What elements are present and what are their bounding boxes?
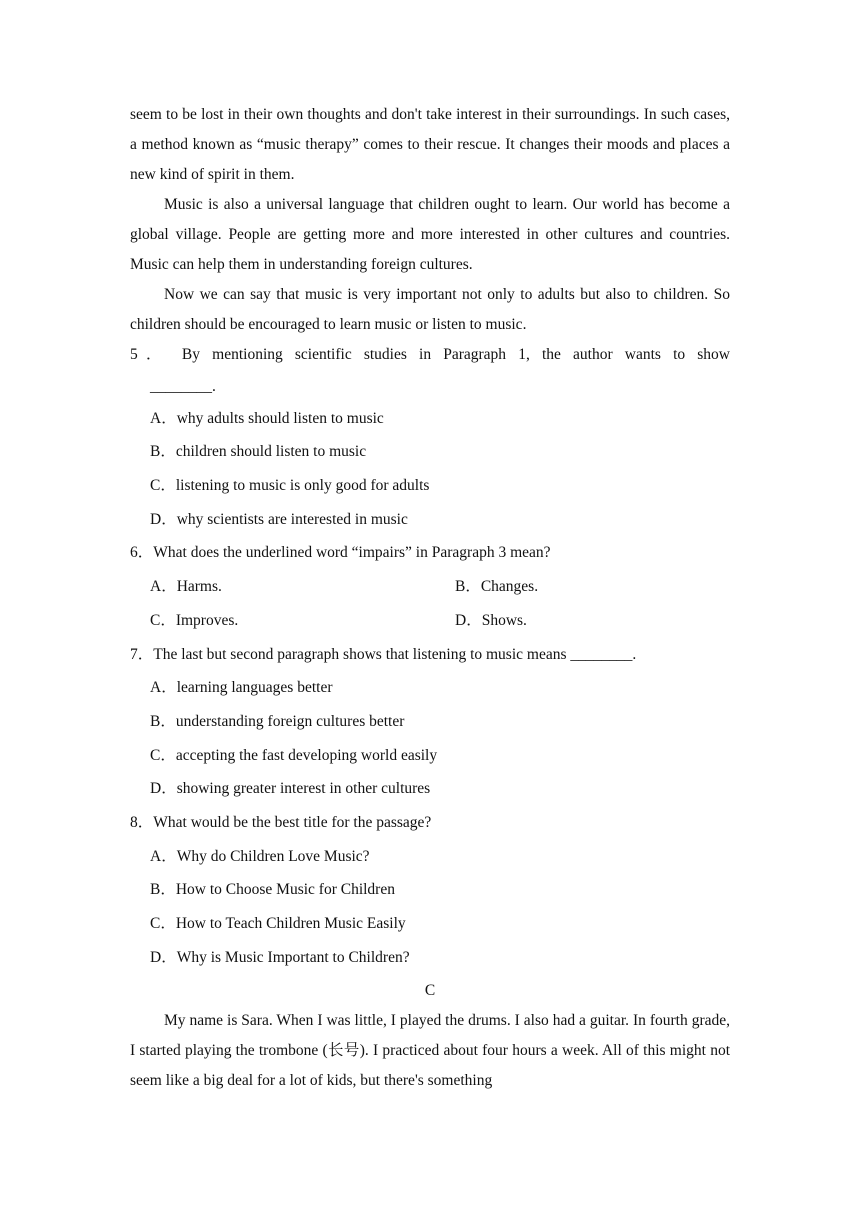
question-8-stem: 8．What would be the best title for the passage? xyxy=(130,814,432,831)
question-8-option-b: B．How to Choose Music for Children xyxy=(150,881,395,898)
passage-b-paragraph-universal-language: Music is also a universal language that children ought to learn. Our world has become a global village. People are getting more and more interested in other cultures and countries. Music can help them in understanding foreign cultures. xyxy=(130,196,730,273)
question-7-stem: 7．The last but second paragraph shows that listening to music means ________. xyxy=(130,646,637,663)
question-5-blank: ________. xyxy=(150,378,216,395)
question-6-option-c: C．Improves. xyxy=(150,612,239,629)
question-8-option-a: A．Why do Children Love Music? xyxy=(150,848,370,865)
question-5-stem: 5． By mentioning scientific studies in Paragraph 1, the author wants to show xyxy=(130,346,730,363)
question-6-option-d: D．Shows. xyxy=(455,612,527,629)
question-5-option-a: A．why adults should listen to music xyxy=(150,410,384,427)
question-7-option-d: D．showing greater interest in other cultures xyxy=(150,780,431,797)
question-8-option-d: D．Why is Music Important to Children? xyxy=(150,949,410,966)
question-6-stem: 6．What does the underlined word “impairs” in Paragraph 3 mean? xyxy=(130,544,551,561)
question-7-option-b: B．understanding foreign cultures better xyxy=(150,713,405,730)
question-6-option-a: A．Harms. xyxy=(150,578,222,595)
passage-c-heading: C xyxy=(424,982,436,999)
question-8-option-c: C．How to Teach Children Music Easily xyxy=(150,915,406,932)
passage-c-paragraph-1: My name is Sara. When I was little, I played the drums. I also had a guitar. In fourth grade, I started playing the trombone (长号). I practiced about four hours a week. All of this might not seem like a big deal for a lot of kids, but there's something xyxy=(130,1012,730,1089)
question-7-option-a: A．learning languages better xyxy=(150,679,333,696)
passage-b-paragraph-conclusion: Now we can say that music is very important not only to adults but also to children. So children should be encouraged to learn music or listen to music. xyxy=(130,286,730,333)
question-6-option-b: B．Changes. xyxy=(455,578,539,595)
question-5-option-b: B．children should listen to music xyxy=(150,443,367,460)
question-7-option-c: C．accepting the fast developing world easily xyxy=(150,747,438,764)
passage-b-paragraph-continued: seem to be lost in their own thoughts and don't take interest in their surroundings. In such cases, a method known as “music therapy” comes to their rescue. It changes their moods and places a new kind of spirit in them. xyxy=(130,106,730,183)
question-5-option-c: C．listening to music is only good for adults xyxy=(150,477,430,494)
question-5-option-d: D．why scientists are interested in music xyxy=(150,511,408,528)
